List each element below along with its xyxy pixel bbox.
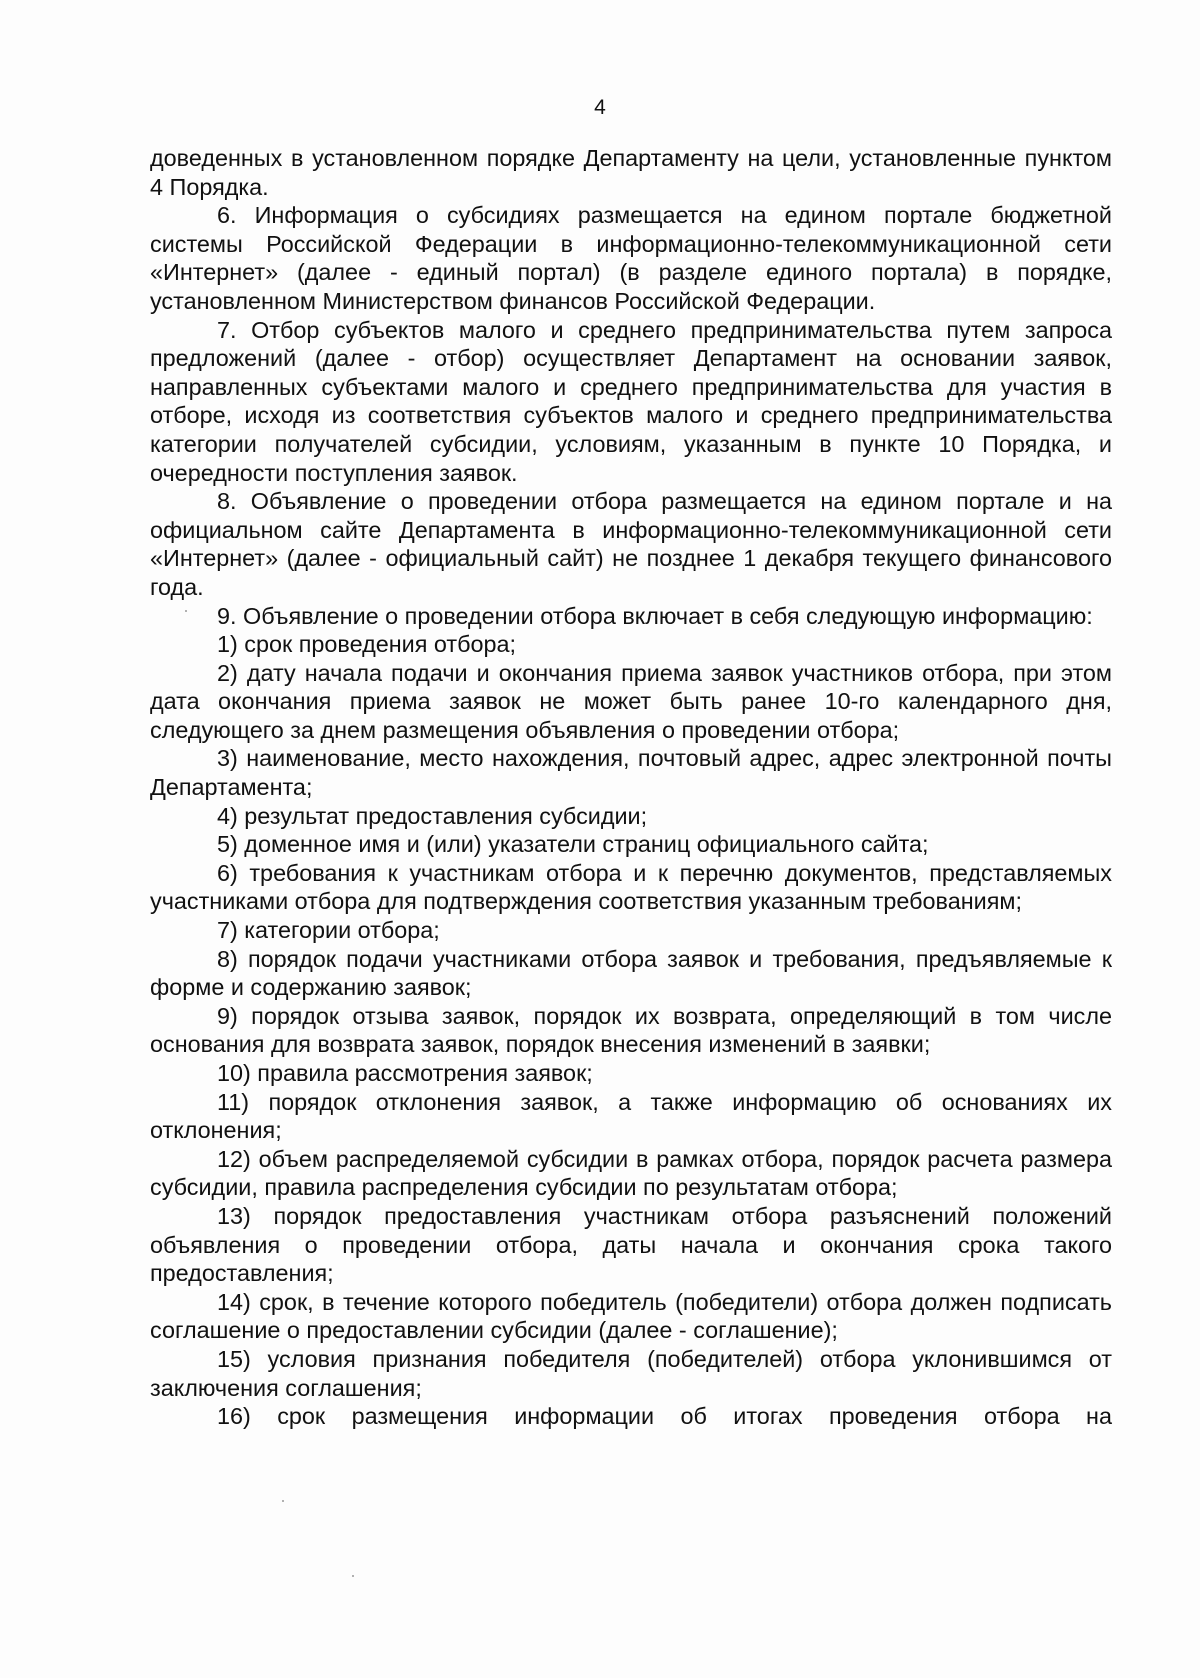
list-item-13: 13) порядок предоставления участникам отбора разъяснений положений объявления о проведении отбора, даты начала и окончания срока такого предоставления; xyxy=(150,1202,1112,1287)
scan-speck xyxy=(185,610,187,612)
scan-speck xyxy=(352,1575,354,1577)
list-item-8: 8) порядок подачи участниками отбора заявок и требования, предъявляемые к форме и содержанию заявок; xyxy=(150,945,1112,1001)
list-item-6: 6) требования к участникам отбора и к перечню документов, представляемых участниками отбора для подтверждения соответствия указанным требованиям; xyxy=(150,859,1112,915)
list-item-10: 10) правила рассмотрения заявок; xyxy=(217,1060,593,1086)
list-item-9: 9) порядок отзыва заявок, порядок их возврата, определяющий в том числе основания для возврата заявок, порядок внесения изменений в заявки; xyxy=(150,1002,1112,1058)
list-item-5: 5) доменное имя и (или) указатели страниц официального сайта; xyxy=(217,831,929,858)
paragraph-continuation: доведенных в установленном порядке Департаменту на цели, установленные пунктом 4 Порядка. xyxy=(150,145,1112,200)
paragraph-7: 7. Отбор субъектов малого и среднего предпринимательства путем запроса предложений (далее - отбор) осуществляет Департамент на основании заявок, направленных субъектами малого и среднего предпринимательства для участия в отборе, исходя из соответствия субъектов малого и среднего предпринимательства категории получателей субсидии, условиям, указанным в пункте 10 Порядка, и очередности поступления заявок. xyxy=(150,316,1112,486)
page-number: 4 xyxy=(594,96,606,119)
list-item-4: 4) результат предоставления субсидии; xyxy=(217,802,648,829)
list-item-2: 2) дату начала подачи и окончания приема заявок участников отбора, при этом дата окончания приема заявок не может быть ранее 10-го календарного дня, следующего за днем размещения объявления о проведении отбора; xyxy=(150,659,1112,743)
list-item-12: 12) объем распределяемой субсидии в рамках отбора, порядок расчета размера субсидии, правила распределения субсидии по результатам отбора; xyxy=(150,1145,1112,1201)
list-item-16: 16) срок размещения информации об итогах проведения отбора на xyxy=(217,1403,1112,1430)
list-item-14: 14) срок, в течение которого победитель (победители) отбора должен подписать соглашение о предоставлении субсидии (далее - соглашение); xyxy=(150,1288,1112,1344)
list-item-7: 7) категории отбора; xyxy=(217,917,440,944)
paragraph-8: 8. Объявление о проведении отбора размещается на едином портале и на официальном сайте Департамента в информационно-телекоммуникационной сети «Интернет» (далее - официальный сайт) не позднее 1 декабря текущего финансового года. xyxy=(150,488,1112,600)
list-item-11: 11) порядок отклонения заявок, а также информацию об основаниях их отклонения; xyxy=(150,1088,1112,1144)
paragraph-9: 9. Объявление о проведении отбора включает в себя следующую информацию: xyxy=(217,602,1093,629)
list-item-15: 15) условия признания победителя (победителей) отбора уклонившимся от заключения соглашения; xyxy=(150,1345,1112,1401)
list-item-3: 3) наименование, место нахождения, почтовый адрес, адрес электронной почты Департамента; xyxy=(150,745,1112,801)
document-body xyxy=(150,144,1112,1431)
paragraph-6: 6. Информация о субсидиях размещается на едином портале бюджетной системы Российской Федерации в информационно-телекоммуникационной сети «Интернет» (далее - единый портал) (в разделе единого портала) в порядке, установленном Министерством финансов Российской Федерации. xyxy=(150,202,1112,314)
list-item-1: 1) срок проведения отбора; xyxy=(217,631,517,658)
scan-speck xyxy=(282,1500,284,1502)
